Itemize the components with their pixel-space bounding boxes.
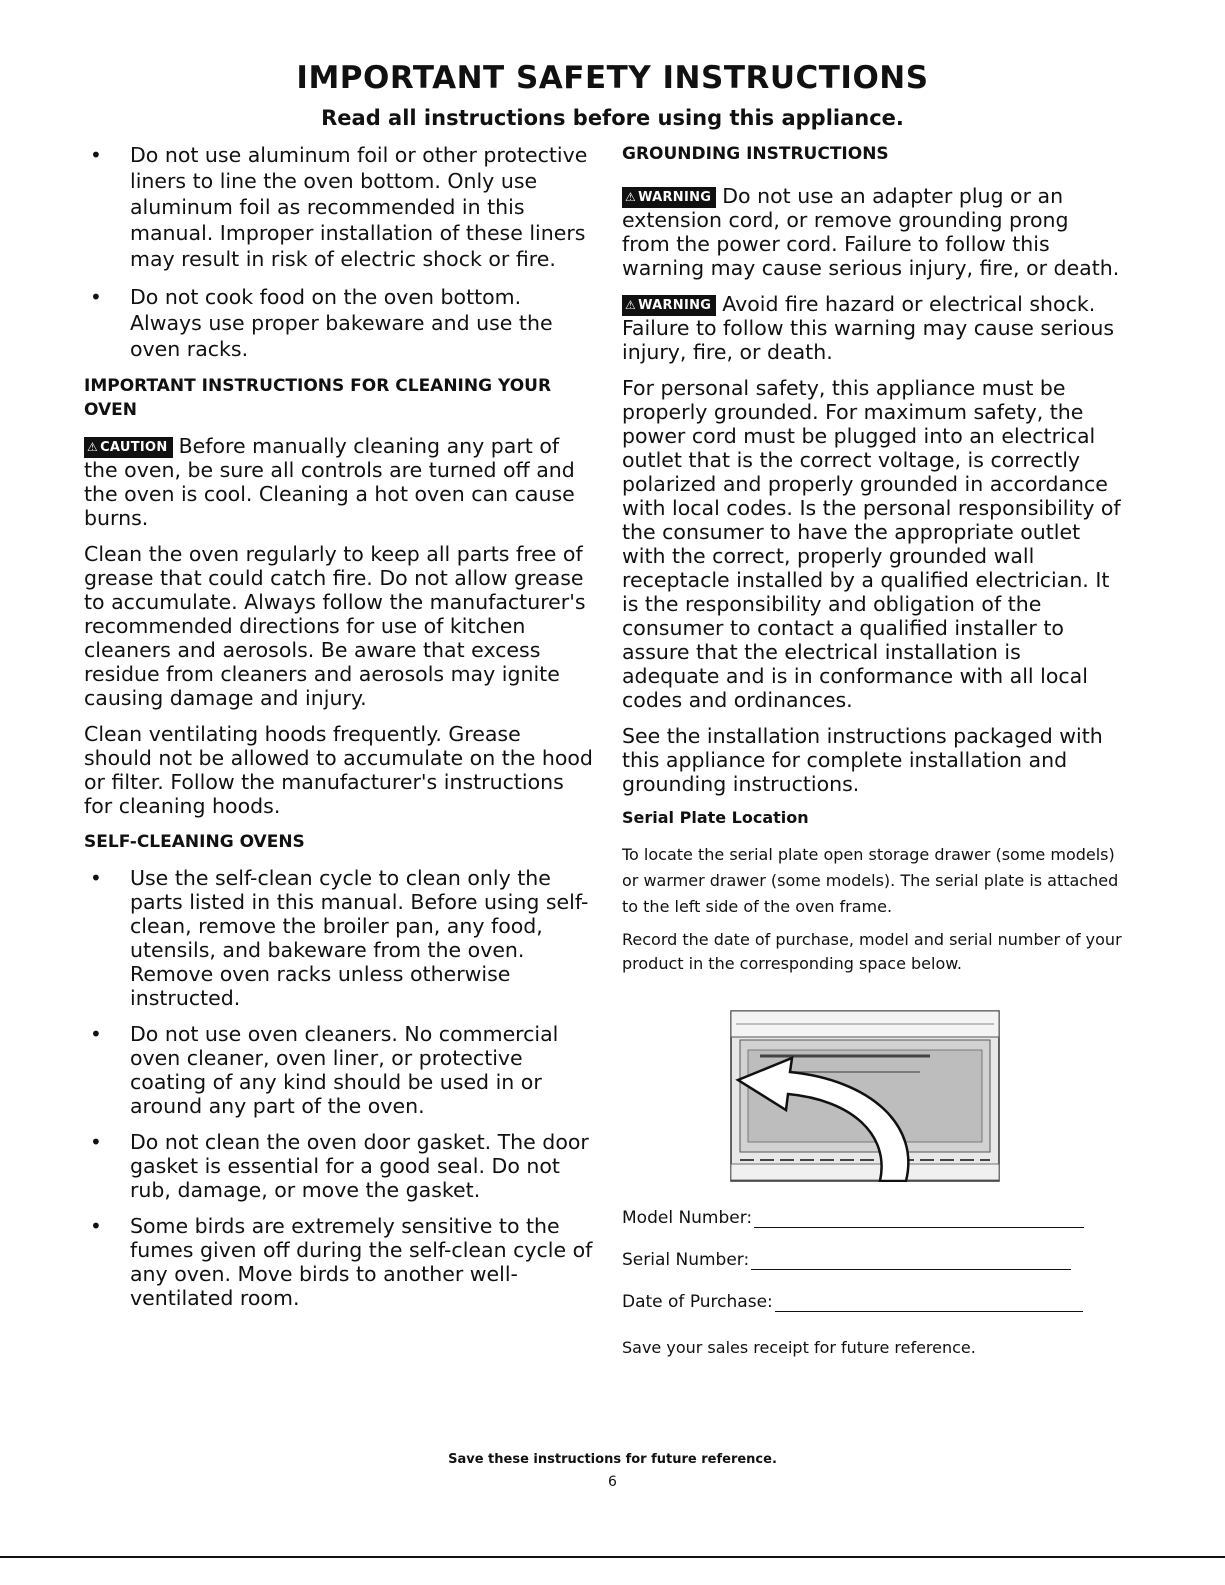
warning-text-1: Do not use an adapter plug or an extension cord, or remove grounding prong from the power cord. Failure to follow this warning may cause serious injury, fire, or death. [622, 184, 1120, 280]
list-item: • Do not cook food on the oven bottom. Always use proper bakeware and use the oven racks. [84, 284, 594, 362]
warning-paragraph-1 [622, 184, 1122, 280]
date-of-purchase-blank[interactable] [775, 1293, 1083, 1312]
warning-paragraph-2 [622, 292, 1122, 364]
warning-badge [622, 295, 716, 316]
serial-plate-paragraph: To locate the serial plate open storage drawer (some models) or warmer drawer (some models). The serial plate is attached to the left side of the oven frame. [622, 845, 1119, 916]
list-item: • Do not use oven cleaners. No commercial oven cleaner, oven liner, or protective coating of any kind should be used in or around any part of the oven. [84, 1022, 594, 1118]
self-clean-heading: SELF-CLEANING OVENS [84, 832, 305, 852]
oven-drawer-illustration [730, 1010, 1000, 1182]
list-item: • Do not clean the oven door gasket. The door gasket is essential for a good seal. Do not rub, damage, or move the gasket. [84, 1130, 594, 1202]
page-number: 6 [608, 1474, 617, 1490]
right-column [622, 142, 1122, 1357]
installation-paragraph: See the installation instructions packaged with this appliance for complete installation and grounding instructions. [622, 724, 1103, 796]
serial-number-label: Serial Number: [622, 1250, 750, 1270]
footer-note: Save these instructions for future reference. [448, 1452, 777, 1467]
warning-label: WARNING [638, 190, 712, 205]
list-item: • Do not use aluminum foil or other protective liners to line the oven bottom. Only use aluminum foil as recommended in this manual. Improper installation of these liners may result in risk of electric shock or fire. [84, 142, 594, 272]
model-number-field[interactable] [622, 1208, 1122, 1228]
warning-badge [622, 187, 716, 208]
page-subtitle: Read all instructions before using this appliance. [321, 106, 904, 130]
grounding-paragraph: For personal safety, this appliance must be properly grounded. For maximum safety, the power cord must be plugged into an electrical outlet that is the correct voltage, is correctly polarized and properly grounded in accordance with local codes. Is the personal responsibility of the consumer to have the appropriate outlet with the correct, properly grounded wall receptacle installed by a qualified electrician. It is the responsibility and obligation of the consumer to contact a qualified installer to assure that the electrical installation is adequate and is in conformance with all local codes and ordinances. [622, 376, 1121, 712]
intro-bullet-list [84, 142, 594, 362]
left-column [84, 142, 594, 1322]
serial-number-blank[interactable] [751, 1251, 1071, 1270]
warning-triangle-icon: ⚠ [625, 190, 637, 204]
serial-number-field[interactable] [622, 1250, 1122, 1270]
caution-paragraph [84, 434, 594, 530]
receipt-note: Save your sales receipt for future reference. [622, 1338, 976, 1357]
clean-paragraph-1: Clean the oven regularly to keep all parts free of grease that could catch fire. Do not allow grease to accumulate. Always follow the manufacturer's recommended directions for use of kitchen cleaners and aerosols. Be aware that excess residue from cleaners and aerosols may ignite causing damage and injury. [84, 542, 586, 710]
model-number-label: Model Number: [622, 1208, 753, 1228]
list-item: • Some birds are extremely sensitive to the fumes given off during the self-clean cycle of any oven. Move birds to another well-ventilated room. [84, 1214, 594, 1310]
warning-triangle-icon: ⚠ [87, 440, 99, 454]
caution-badge [84, 437, 173, 458]
warning-label: WARNING [638, 298, 712, 313]
self-clean-bullet-list [84, 866, 594, 1310]
caution-text: Before manually cleaning any part of the oven, be sure all controls are turned off and the oven is cool. Cleaning a hot oven can cause burns. [84, 434, 575, 530]
cleaning-heading: IMPORTANT INSTRUCTIONS FOR CLEANING YOUR OVEN [84, 376, 552, 420]
warning-triangle-icon: ⚠ [625, 298, 637, 312]
date-of-purchase-field[interactable] [622, 1292, 1122, 1312]
clean-paragraph-2: Clean ventilating hoods frequently. Grease should not be allowed to accumulate on the hood or filter. Follow the manufacturer's instructions for cleaning hoods. [84, 722, 593, 818]
page-title: IMPORTANT SAFETY INSTRUCTIONS [296, 60, 929, 96]
caution-label: CAUTION [100, 440, 168, 455]
warning-text-2: Avoid fire hazard or electrical shock. Failure to follow this warning may cause serious injury, fire, or death. [622, 292, 1115, 364]
record-paragraph: Record the date of purchase, model and serial number of your product in the corresponding space below. [622, 930, 1122, 973]
serial-plate-heading: Serial Plate Location [622, 808, 809, 827]
date-of-purchase-label: Date of Purchase: [622, 1292, 773, 1312]
grounding-heading: GROUNDING INSTRUCTIONS [622, 144, 889, 164]
list-item: • Use the self-clean cycle to clean only the parts listed in this manual. Before using self-clean, remove the broiler pan, any food, utensils, and bakeware from the oven. Remove oven racks unless otherwise instructed. [84, 866, 594, 1010]
model-number-blank[interactable] [754, 1209, 1084, 1228]
page-edge-divider [0, 1556, 1225, 1558]
